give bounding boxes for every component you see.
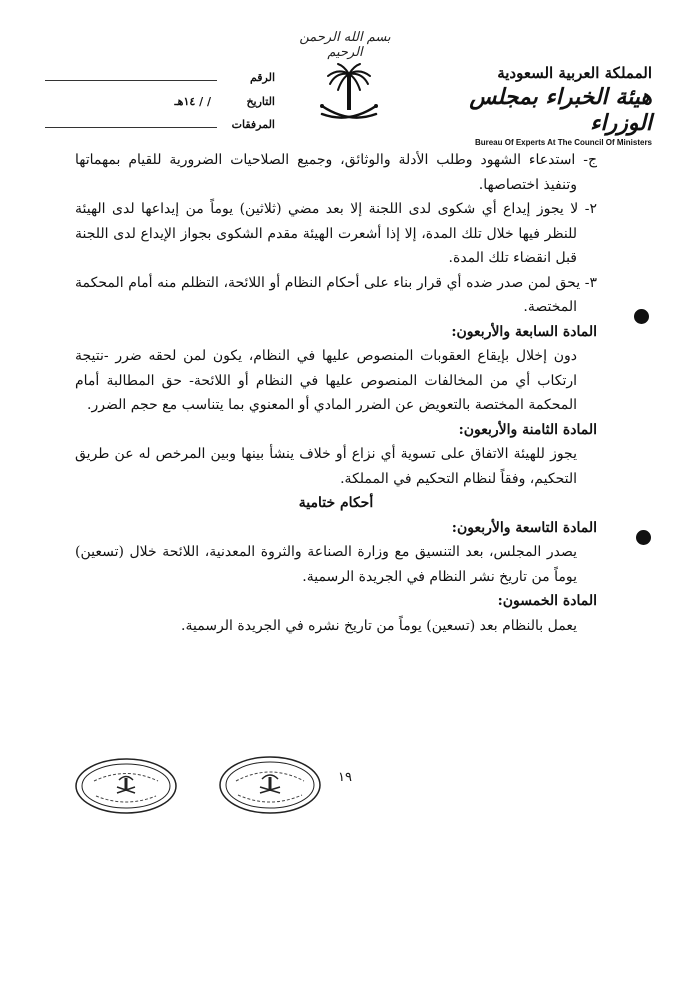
attachments-label: المرفقات (231, 118, 275, 131)
kingdom-name: المملكة العربية السعودية (497, 64, 652, 82)
saudi-emblem-icon (314, 60, 384, 130)
article-49-text: يصدر المجلس، بعد التنسيق مع وزارة الصناعة والثروة المعدنية، اللائحة خلال (تسعين) يوماً من تاريخ نشر النظام في الجريدة الرسمية. (75, 544, 577, 585)
official-seal-left-icon (74, 756, 178, 816)
paragraph-item-c: ج- استدعاء الشهود وطلب الأدلة والوثائق، وجميع الصلاحيات الضرورية للقيام بمهماتها وتنفيذ اختصاصها. (75, 152, 597, 193)
official-seal-center-icon (218, 755, 322, 815)
header-institution (452, 64, 652, 147)
paragraph-item-2: ٢- لا يجوز إيداع أي شكوى لدى اللجنة إلا بعد مضي (ثلاثين) يوماً من إيداعها لدى الهيئة للنظر فيها خلال تلك المدة، إلا إذا أشعرت الهيئة مقدم الشكوى بجواز الإيداع لدى اللجنة قبل انقضاء تلك المدة. (75, 201, 597, 266)
article-50-text: يعمل بالنظام بعد (تسعين) يوماً من تاريخ نشره في الجريدة الرسمية. (181, 617, 577, 634)
date-label: التاريخ (246, 95, 275, 108)
reference-label: الرقم (249, 71, 275, 84)
section-heading-final-provisions: أحكام ختامية (298, 495, 374, 511)
date-row (45, 95, 275, 108)
attachments-row (45, 117, 275, 131)
margin-bullet (636, 530, 651, 545)
article-48-text: يجوز للهيئة الاتفاق على تسوية أي نزاع أو خلاف ينشأ بينها وبين المرخص له عن طريق التحكيم، وفقاً لنظام التحكيم في المملكة. (75, 446, 577, 487)
bureau-arabic-name: هيئة الخبراء بمجلس الوزراء (469, 84, 652, 136)
page-number: ١٩ (338, 770, 352, 785)
article-47-text: دون إخلال بإيقاع العقوبات المنصوص عليها في النظام، يكون لمن لحقه ضرر -نتيجة ارتكاب أي من المخالفات المنصوص عليها في النظام أو اللائحة- حق المطالبة أمام المحكمة المختصة بالتعويض عن الضرر المادي أو المعنوي بما يتناسب مع حجم الضرر. (75, 348, 577, 413)
paragraph-item-3: ٣- يحق لمن صدر ضده أي قرار بناء على أحكام النظام أو اللائحة، التظلم منه أمام المحكمة المختصة. (75, 274, 597, 315)
bureau-english-name: Bureau Of Experts At The Council Of Ministers (474, 138, 652, 147)
reference-line (45, 70, 217, 81)
margin-bullet (634, 309, 649, 324)
article-50-heading: المادة الخمسون: (497, 593, 597, 609)
article-48-heading: المادة الثامنة والأربعون: (458, 421, 597, 438)
basmala-calligraphy: بسم الله الرحمن الرحيم (299, 30, 391, 60)
attachments-line (45, 117, 217, 128)
date-value: / / ١٤هـ (174, 95, 211, 108)
article-47-heading: المادة السابعة والأربعون: (451, 323, 597, 340)
article-49-heading: المادة التاسعة والأربعون: (451, 519, 597, 536)
document-body (75, 148, 597, 638)
reference-number-row (45, 70, 275, 84)
